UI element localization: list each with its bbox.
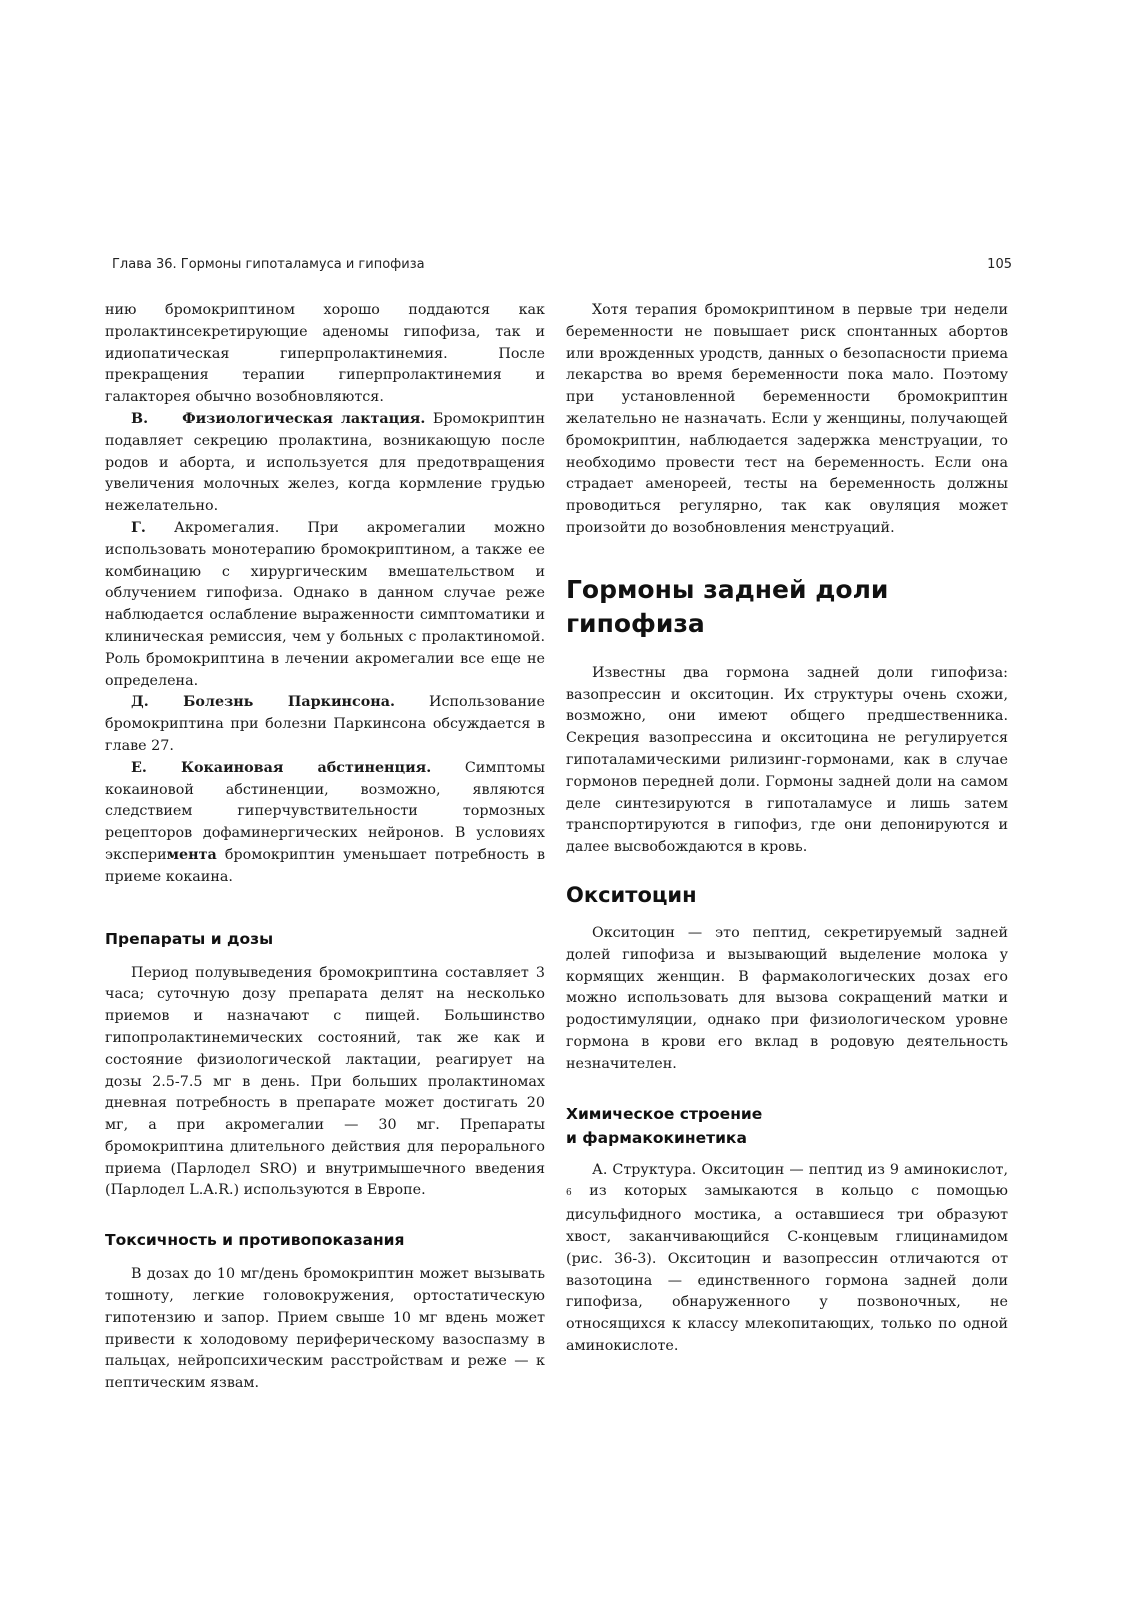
paragraph-lactation <box>105 409 545 518</box>
item-title-parkinson: Д. Болезнь Паркинсона. <box>131 694 395 711</box>
paragraph-parkinson <box>105 692 545 757</box>
heading-chemistry-line1: Химическое строение <box>566 1104 763 1123</box>
item-label-g: Г. <box>131 519 146 536</box>
heading-posterior-pituitary: Гормоны задней доли гипофиза <box>566 574 889 638</box>
heading-doses: Препараты и дозы <box>105 929 274 948</box>
page-number: 105 <box>987 257 1012 272</box>
item-text-acromegaly: Акромегалия. При акромегалии можно использовать монотерапию бромокриптином, а также ее комбинацию с хирургическим вмешательством и облучением гипофиза. Однако в данном случае реже наблюдается ослабление выраженности симптоматики и клиническая ремиссия, чем у больных с пролактиномой. Роль бромокриптина в лечении акромегалии все еще не определена. <box>105 519 545 689</box>
chapter-title: Глава 36. Гормоны гипоталамуса и гипофиза <box>112 257 425 272</box>
item-text-cocaine-1: Симптомы кокаиновой абстиненции, возможно, являются следствием гиперчувствительности тормозных рецепторов дофаминергических нейронов. В условиях экспери <box>105 759 545 863</box>
heading-oxytocin: Окситоцин <box>566 882 697 907</box>
running-header <box>112 257 1012 279</box>
paragraph-posterior-pituitary: Известны два гормона задней доли гипофиза: вазопрессин и окситоцин. Их структуры очень схожи, возможно, они имеют общего предшественника. Секреция вазопрессина и окситоцина не регулируется гипоталамическими рилизинг-гормонами, как в случае гормонов передней доли. Гормоны задней доли на самом деле синтезируются в гипоталамусе и лишь затем транспортируются в гипофиз, где они депонируются и далее высвобождаются в кровь. <box>566 664 1008 856</box>
heading-chemistry <box>566 1102 1008 1150</box>
left-column <box>105 300 545 1395</box>
item-text-cocaine-2: бромокриптин уменьшает потребность в приеме кокаина. <box>105 846 545 885</box>
paragraph-continuation: нию бромокриптином хорошо поддаются как пролактинсекретирующие аденомы гипофиза, так и идиопатическая гиперпролактинемия. После прекращения терапии гиперпролактинемия и галакторея обычно возобновляются. <box>105 302 545 406</box>
paragraph-structure <box>566 1160 1008 1358</box>
item-text-parkinson: Использование бромокриптина при болезни Паркинсона обсуждается в главе 27. <box>105 694 545 754</box>
item-title-cocaine: Е. Кокаиновая абстиненция. <box>131 759 432 776</box>
structure-text-1: А. Структура. Окситоцин — пептид из 9 аминокислот, <box>592 1161 1008 1178</box>
item-title-lactation: Физиологическая лактация. <box>182 410 426 427</box>
structure-text-2: из которых замыкаются в кольцо с помощью дисульфидного мостика, а оставшиеся три образуют хвост, заканчивающийся С-концевым глицинамидом (рис. 36-3). Окситоцин и вазопрессин отличаются от вазотоцина — единственного гормона задней доли гипофиза, обнаруженного у позвоночных, не относящихся к классу млекопитающих, только по одной аминокислоте. <box>566 1183 1008 1354</box>
paragraph-cocaine <box>105 758 545 889</box>
heading-chemistry-line2: и фармакокинетика <box>566 1128 747 1147</box>
right-column <box>566 300 1008 1358</box>
paragraph-toxicity: В дозах до 10 мг/день бромокриптин может вызывать тошноту, легкие головокружения, ортостатическую гипотензию и запор. Прием свыше 10 мг вдень может привести к холодовому периферическому вазоспазму в пальцах, нейропсихическим расстройствам и реже — к пептическим язвам. <box>105 1266 545 1392</box>
paragraph-acromegaly <box>105 518 545 692</box>
heading-toxicity: Токсичность и противопоказания <box>105 1231 405 1250</box>
paragraph-doses: Период полувыведения бромокриптина составляет 3 часа; суточную дозу препарата делят на несколько приемов и назначают с пищей. Большинство гипопролактинемических состояний, так же как и состояние физиологической лактации, реагирует на дозы 2.5-7.5 мг в день. При больших пролактиномах дневная потребность в препарате может достигать 20 мг, а при акромегалии — 30 мг. Препараты бромокриптина длительного действия для перорального приема (Парлодел SRO) и внутримышечного введения (Парлодел L.A.R.) используются в Европе. <box>105 964 545 1199</box>
item-bold-word: мента <box>166 846 217 863</box>
structure-small-number: 6 <box>566 1188 572 1199</box>
paragraph-oxytocin: Окситоцин — это пептид, секретируемый задней долей гипофиза и вызывающий выделение молока у кормящих женщин. В фармакологических дозах его можно использовать для вызова сокращений матки и родостимуляции, однако при физиологическом уровне гормона в крови его вклад в родовую деятельность незначителен. <box>566 924 1008 1072</box>
paragraph-pregnancy: Хотя терапия бромокриптином в первые три недели беременности не повышает риск спонтанных абортов или врожденных уродств, данных о безопасности приема лекарства во время беременности пока мало. Поэтому при установленной беременности бромокриптин желательно не назначать. Если у женщины, получающей бромокриптин, наблюдается задержка менструации, то необходимо провести тест на беременность. Если она страдает аменореей, тесты на беременность должны проводиться регулярно, так как овуляция может произойти до возобновления менструаций. <box>566 302 1008 536</box>
item-label-v: В. <box>131 410 149 427</box>
item-text-lactation: Бромокриптин подавляет секрецию пролактина, возникающую после родов и аборта, и используется для предотвращения увеличения молочных желез, когда кормление грудью нежелательно. <box>105 410 545 515</box>
